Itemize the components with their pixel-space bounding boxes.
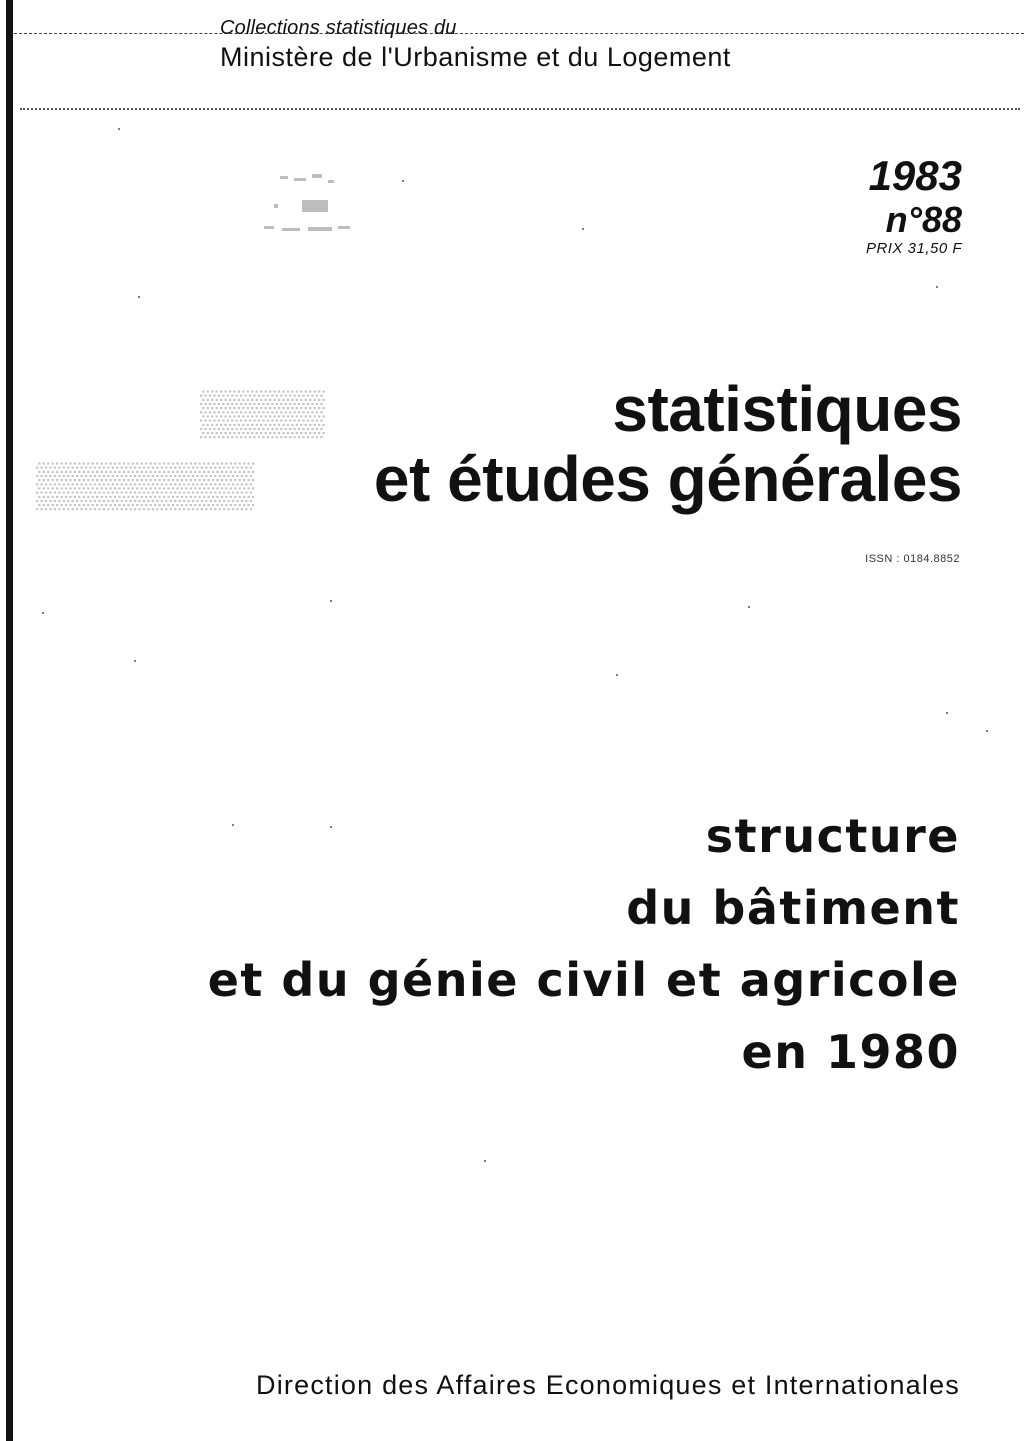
document-title <box>208 800 960 1088</box>
scan-speck <box>748 606 750 608</box>
collection-series-line: Collections statistiques du <box>220 17 457 39</box>
scan-speck <box>484 1160 486 1162</box>
scan-speck <box>134 660 136 662</box>
issn-number: ISSN : 0184.8852 <box>865 553 960 565</box>
series-title-line-2: et études générales <box>373 443 962 515</box>
scan-speck <box>946 712 948 714</box>
faded-scan-artifact: ▒▒▒▒▒▒▒ <box>36 460 255 509</box>
scan-speck <box>936 286 938 288</box>
scan-speck <box>118 128 120 130</box>
issue-year: 1983 <box>868 152 962 199</box>
document-title-line-2: du bâtiment <box>626 881 960 935</box>
scan-speck <box>42 612 44 614</box>
scan-binding-edge <box>6 0 13 1441</box>
scan-speck <box>986 730 988 732</box>
ministry-name: Ministère de l'Urbanisme et du Logement <box>220 42 731 72</box>
document-title-line-1: structure <box>705 809 960 863</box>
scan-speck <box>402 180 404 182</box>
scan-speck <box>582 228 584 230</box>
issue-number: n°88 <box>885 199 962 240</box>
faded-scan-artifact: ▒▒▒▒ <box>200 388 325 437</box>
faded-ministry-emblem-icon <box>258 170 358 260</box>
scan-speck <box>232 824 234 826</box>
header-divider <box>20 108 1020 110</box>
series-title-line-1: statistiques <box>612 373 962 445</box>
scan-speck <box>330 826 332 828</box>
document-title-line-3: et du génie civil et agricole <box>207 953 960 1007</box>
issue-price: PRIX 31,50 F <box>865 240 962 257</box>
publisher-direction: Direction des Affaires Economiques et Internationales <box>256 1370 960 1400</box>
document-title-line-4: en 1980 <box>741 1025 960 1079</box>
scan-speck <box>330 600 332 602</box>
scan-speck <box>616 674 618 676</box>
issue-info <box>866 152 962 258</box>
scan-speck <box>138 296 140 298</box>
header-rule <box>14 33 1024 34</box>
series-title <box>374 374 962 514</box>
